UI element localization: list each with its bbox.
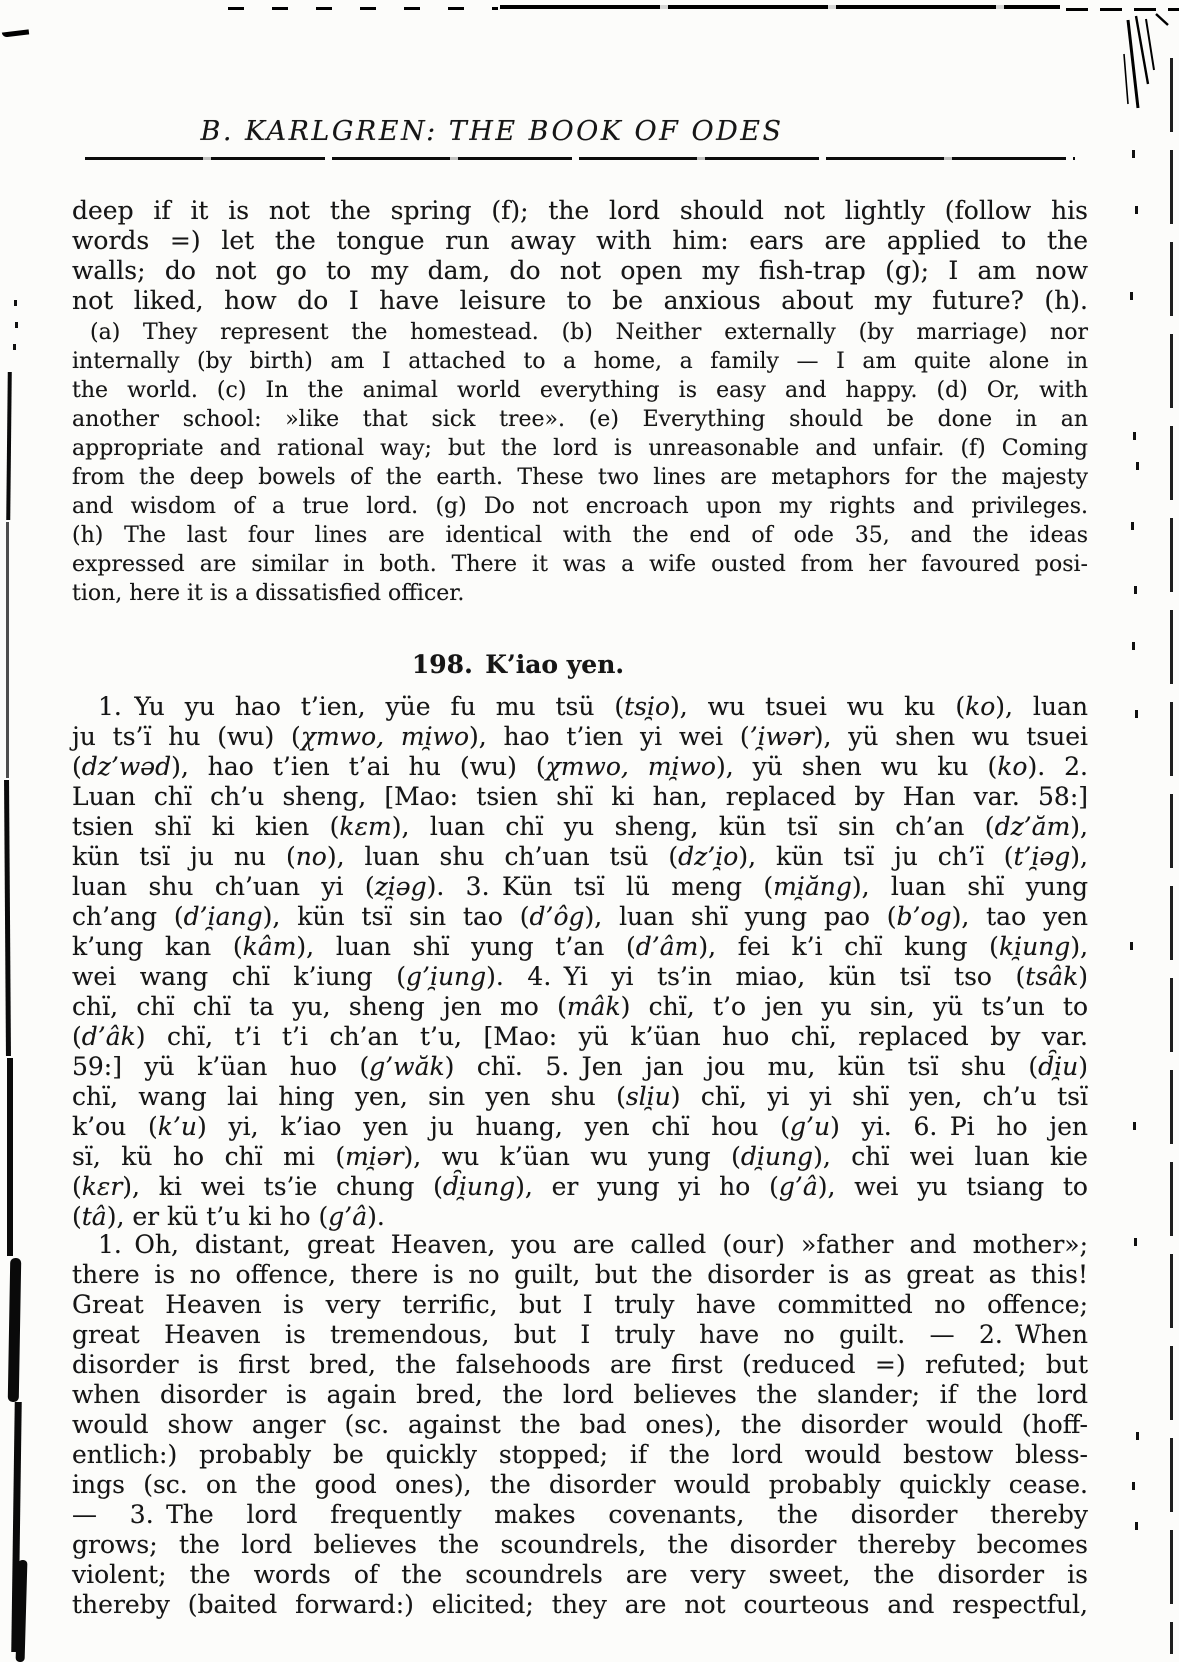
scan-artifact-top-line — [1066, 8, 1179, 11]
scan-artifact-top-line — [500, 5, 1060, 9]
text-line: and wisdom of a true lord. (g) Do not encroach upon my rights and privileges. — [72, 494, 1088, 519]
text-line: expressed are similar in both. There it was a wife ousted from her favoured posi- — [72, 552, 1088, 577]
text-line: (d’âk) chï, t’i t’i ch’an t’u, [Mao: yü k’üan huo chï, replaced by var. — [72, 1022, 1088, 1051]
text-line: (tâ), er kü t’u ki ho (g’â). — [72, 1202, 385, 1231]
text-line: Luan chï ch’u sheng, [Mao: tsien shï ki han, replaced by Han var. 58:] — [72, 782, 1088, 811]
scan-artifact-left-binding-streak — [6, 522, 9, 778]
scan-artifact-left-binding-streak — [7, 1058, 13, 1256]
scan-artifact-left-binding-streak — [8, 1258, 22, 1402]
text-line: words =) let the tongue run away with him: ears are applied to the — [72, 226, 1088, 255]
text-line: grows; the lord believes the scoundrels, the disorder thereby becomes — [72, 1530, 1088, 1559]
text-line: the world. (c) In the animal world everything is easy and happy. (d) Or, with — [72, 378, 1088, 403]
running-header — [0, 116, 1000, 147]
text-line: would show anger (sc. against the bad ones), the disorder would (hoff- — [72, 1410, 1088, 1439]
text-line: — 3. The lord frequently makes covenants, the disorder thereby — [72, 1500, 1088, 1529]
scan-artifact-left-binding-streak — [4, 780, 11, 1056]
text-line: ju ts’ï hu (wu) (χmwo, mi̯wo), hao t’ien yi wei (’i̯wər), yü shen wu tsuei — [72, 722, 1088, 751]
text-line: deep if it is not the spring (f); the lord should not lightly (follow his — [72, 196, 1088, 225]
scan-artifact-right-margin-specks — [1132, 150, 1135, 158]
text-line: entlich:) probably be quickly stopped; if the lord would bestow bless- — [72, 1440, 1088, 1469]
text-line: violent; the words of the scoundrels are very sweet, the disorder is — [72, 1560, 1088, 1589]
text-line: when disorder is again bred, the lord believes the slander; if the lord — [72, 1380, 1088, 1409]
text-line: great Heaven is tremendous, but I truly have no guilt. — 2. When — [72, 1320, 1088, 1349]
text-line: ings (sc. on the good ones), the disorder would probably quickly cease. — [72, 1470, 1088, 1499]
text-line: kün tsï ju nu (no), luan shu ch’uan tsü (dz’i̯o), kün tsï ju ch’ï (t’i̯əg), — [72, 842, 1088, 871]
text-line: luan shu ch’uan yi (zi̯əg). 3. Kün tsï lü meng (mi̯ăng), luan shï yung — [72, 872, 1088, 901]
page-title: B. KARLGREN: THE BOOK OF ODES — [200, 116, 784, 147]
ode-heading: 198. K’iao yen. — [411, 650, 625, 679]
scan-artifact-left-binding-streak — [6, 372, 12, 520]
scan-artifact-left-margin-specks — [14, 300, 17, 306]
scan-artifact-right-edge-line — [1170, 58, 1173, 1654]
text-line: k’ung kan (kâm), luan shï yung t’an (d’âm), fei k’i chï kung (ki̯ung), — [72, 932, 1089, 961]
text-line: chï, chï chï ta yu, sheng jen mo (mâk) chï, t’o jen yu sin, yü ts’un to — [72, 992, 1088, 1021]
scan-artifact-left-binding-streak — [16, 1560, 28, 1662]
text-line: there is no offence, there is no guilt, but the disorder is as great as this! — [72, 1260, 1088, 1289]
text-line: (kɛr), ki wei ts’ie chung (d̑i̯ung), er yung yi ho (g’â), wei yu tsiang to — [72, 1172, 1088, 1201]
text-line: (a) They represent the homestead. (b) Neither externally (by marriage) nor — [90, 320, 1088, 345]
text-line: not liked, how do I have leisure to be anxious about my future? (h). — [72, 286, 1088, 315]
text-line: appropriate and rational way; but the lord is unreasonable and unfair. (f) Coming — [72, 436, 1088, 461]
scan-artifact-top-left-mark — [2, 29, 29, 37]
scan-artifact-top-line — [228, 7, 498, 10]
text-line: internally (by birth) am I attached to a home, a family — I am quite alone in — [72, 349, 1088, 374]
header-rule — [85, 157, 1075, 160]
text-line: k’ou (k’u) yi, k’iao yen ju huang, yen chï hou (g’u) yi. 6. Pi ho jen — [72, 1112, 1088, 1141]
text-line: another school: »like that sick tree». (e) Everything should be done in an — [72, 407, 1088, 432]
paragraph-translation — [72, 1230, 1088, 1620]
text-line: thereby (baited forward:) elicited; they are not courteous and respectful, — [72, 1590, 1088, 1619]
text-line: 1. Yu yu hao t’ien, yüe fu mu tsü (tsi̯o), wu tsuei wu ku (ko), luan — [98, 692, 1088, 721]
text-line: 1. Oh, distant, great Heaven, you are called (our) »father and mother»; — [98, 1230, 1088, 1259]
text-line: 59:] yü k’üan huo (g’wăk) chï. 5. Jen jan jou mu, kün tsï shu (d̑i̯u) — [72, 1052, 1089, 1081]
text-line: ch’ang (d’i̯ang), kün tsï sin tao (d’ôg), luan shï yung pao (b’og), tao yen — [72, 902, 1088, 931]
paragraph-opening — [72, 196, 1088, 316]
text-line: tsien shï ki kien (kɛm), luan chï yu sheng, kün tsï sin ch’an (dz’ăm), — [72, 812, 1088, 841]
text-line: sï, kü ho chï mi (mi̯ər), wu k’üan wu yung (di̯ung), chï wei luan kie — [72, 1142, 1088, 1171]
paragraph-transliteration — [72, 692, 1088, 1232]
paragraph-footnotes — [72, 318, 1088, 608]
text-line: walls; do not go to my dam, do not open my fish-trap (g); I am now — [72, 256, 1088, 285]
text-line: disorder is first bred, the falsehoods are first (reduced =) refuted; but — [72, 1350, 1088, 1379]
text-line: Great Heaven is very terrific, but I truly have committed no offence; — [72, 1290, 1088, 1319]
text-line: wei wang chï k’iung (g’i̯ung). 4. Yi yi ts’in miao, kün tsï tso (tsâk) — [72, 962, 1088, 991]
text-line: (dz’wəd), hao t’ien t’ai hu (wu) (χmwo, mi̯wo), yü shen wu ku (ko). 2. — [72, 752, 1088, 781]
text-line: chï, wang lai hing yen, sin yen shu (sli̯u) chï, yi yi shï yen, ch’u tsï — [72, 1082, 1088, 1111]
scan-artifact-pen-scribble — [1116, 12, 1172, 122]
text-line: tion, here it is a dissatisfied officer. — [72, 581, 465, 606]
text-line: from the deep bowels of the earth. These two lines are metaphors for the majesty — [72, 465, 1088, 490]
text-line: (h) The last four lines are identical with the end of ode 35, and the ideas — [72, 523, 1088, 548]
